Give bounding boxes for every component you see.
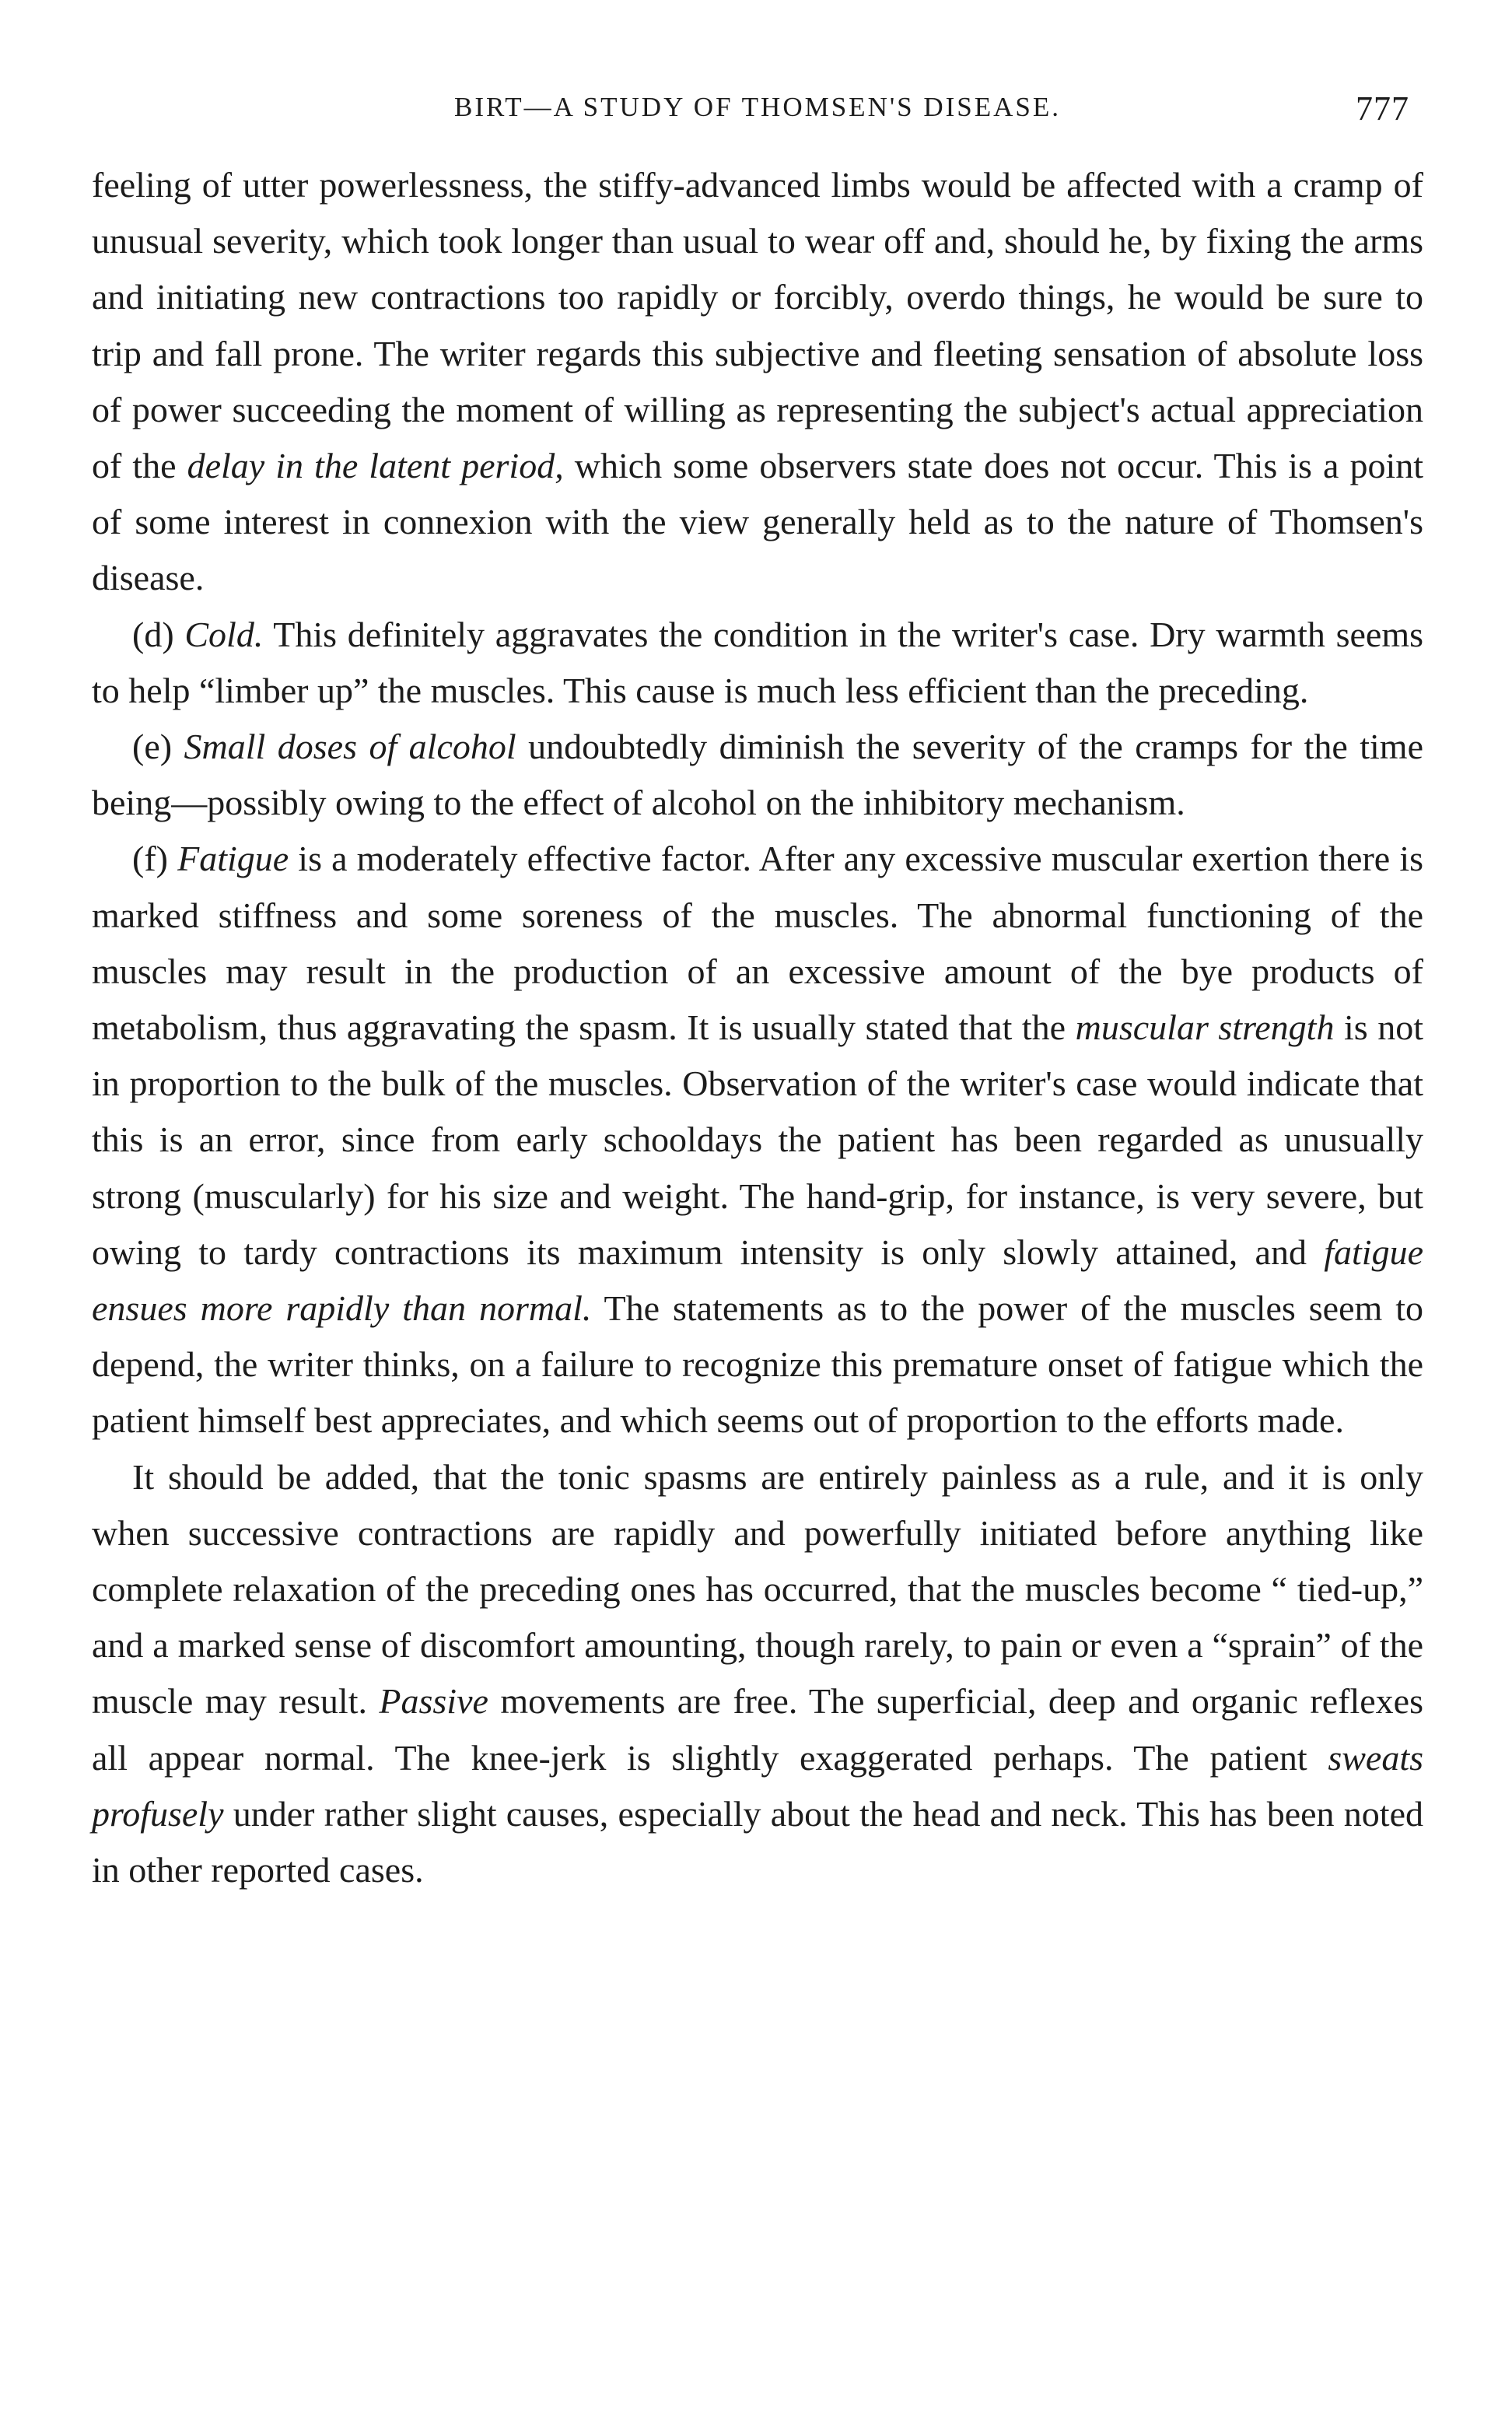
- item-label: (e): [132, 727, 173, 767]
- text-run: It should be added, that the tonic spasms are entirely painless as a rule, and it is only when successive contractions are rapidly and powerfully initiated before anything like complete relaxation of the preceding ones has occurred, that the muscles become “ tied-up,” and a marked sense of discomfort amounting, though rarely, to pain or even a “sprain” of the muscle may result.: [92, 1456, 1423, 1722]
- paragraph-tonic-spasms: [92, 1449, 1423, 1899]
- text-run: is not in proportion to the bulk of the muscles. Observation of the writer's case would indicate that this is an error, since from early schooldays the patient has been regarded as unusually strong (muscularly) for his size and weight. The hand-grip, for instance, is very severe, but owing to tardy contractions its maximum intensity is only slowly attained, and: [92, 1007, 1423, 1272]
- text-run: undoubtedly diminish the severity of the cramps for the time being—possibly owing to the effect of alcohol on the inhibitory mechanism.: [92, 727, 1424, 823]
- item-label: (d): [132, 614, 174, 654]
- text-run: feeling of utter powerlessness, the stiffy-advanced limbs would be affected with a cramp of unusual severity, which took longer than usual to wear off and, should he, by fixing the arms and initiating new contractions too rapidly or forcibly, overdo things, he would be sure to trip and fall prone. The writer regards this subjective and fleeting sensation of absolute loss of power succeeding the moment of willing as representing the subject's actual appreciation of the: [92, 165, 1423, 486]
- paragraph-fatigue: [92, 831, 1423, 1449]
- item-heading: Cold.: [184, 614, 264, 654]
- text-run: movements are free. The superficial, deep and organic reflexes all appear normal. The knee-jerk is slightly exaggerated perhaps. The patient: [92, 1681, 1423, 1778]
- emphasis-sweats-profusely: sweats profusely: [92, 1737, 1423, 1834]
- item-heading: Small doses of alcohol: [184, 727, 516, 767]
- page-number: 777: [1356, 89, 1409, 128]
- text-run: which some observers state does not occur. This is a point of some interest in connexion with the view generally held as to the nature of Thomsen's disease.: [92, 446, 1424, 598]
- running-title: BIRT—A STUDY OF THOMSEN'S DISEASE.: [453, 92, 1062, 122]
- text-run: This definitely aggravates the condition in the writer's case. Dry warmth seems to help “limber up” the muscles. This cause is much less efficient than the preceding.: [92, 614, 1423, 710]
- emphasis-muscular-strength: muscular strength: [1075, 1007, 1335, 1048]
- item-heading: Fatigue: [177, 839, 289, 879]
- emphasis-passive: Passive: [379, 1681, 488, 1722]
- paragraph-continued: [92, 157, 1423, 607]
- emphasis-fatigue: fatigue ensues more rapidly than normal.: [92, 1232, 1423, 1329]
- text-run: The statements as to the power of the muscles seem to depend, the writer thinks, on a failure to recognize this premature onset of fatigue which the patient himself best appreciates, and which seems out of proportion to the efforts made.: [92, 1288, 1423, 1441]
- paragraph-cold: [92, 607, 1423, 719]
- text-run: is a moderately effective factor. After any excessive muscular exertion there is marked stiffness and some soreness of the muscles. The abnormal functioning of the muscles may result in the production of an excessive amount of the bye products of metabolism, thus aggravating the spasm. It is usually stated that the: [92, 839, 1423, 1048]
- item-label: (f): [132, 839, 168, 879]
- running-head: [92, 89, 1423, 138]
- emphasis-delay-latent-period: delay in the latent period,: [187, 446, 564, 486]
- paragraph-alcohol: [92, 719, 1423, 831]
- body-text: [92, 157, 1423, 1898]
- text-run: under rather slight causes, especially about the head and neck. This has been noted in other reported cases.: [92, 1793, 1423, 1890]
